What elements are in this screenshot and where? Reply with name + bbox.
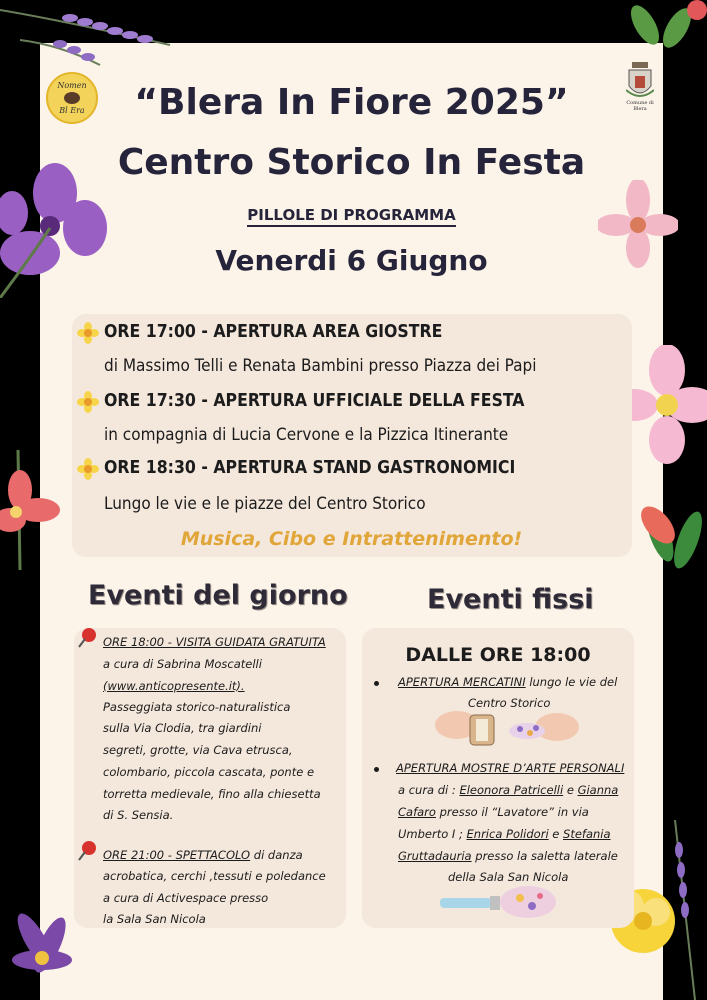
- fixed-item-2-line4: [398, 849, 618, 863]
- event-date: Venerdi 6 Giugno: [215, 244, 488, 277]
- fixed-item-1-rest: lungo le vie del: [525, 675, 618, 689]
- crest-text-bottom: Blera: [633, 106, 647, 112]
- pushpin-icon: [76, 840, 98, 862]
- eventi-fissi-time: DALLE ORE 18:00: [405, 644, 591, 666]
- event-1-line: a cura di Sabrina Moscatelli: [103, 657, 262, 671]
- program-item-1-detail: di Massimo Telli e Renata Bambini presso Piazza dei Papi: [104, 356, 537, 376]
- fixed-item-2-line2: [398, 805, 589, 819]
- poster-subtitle: Centro Storico In Festa: [117, 142, 586, 183]
- program-item-3-title: ORE 18:30 - APERTURA STAND GASTRONOMICI: [104, 458, 516, 478]
- eventi-del-giorno-heading: Eventi del giorno: [88, 580, 348, 611]
- fixed-item-1-row: [398, 675, 617, 689]
- program-label: PILLOLE DI PROGRAMMA: [40, 206, 663, 224]
- event-2-line: la Sala San Nicola: [103, 912, 206, 926]
- fixed-item-1-line2: Centro Storico: [468, 696, 551, 710]
- text-segment: Umberto I ;: [398, 827, 467, 841]
- event-1-website-link[interactable]: (www.anticopresente.it).: [103, 679, 245, 693]
- craft-hands-illustration: [432, 695, 582, 755]
- crest-text-top: Comune di: [626, 100, 654, 106]
- program-item-2-detail: in compagnia di Lucia Cervone e la Pizzica Itinerante: [104, 425, 509, 445]
- artist-name: Eleonora Patricelli: [459, 783, 564, 797]
- lavender-top-left-decoration: [0, 0, 180, 70]
- artist-name: Enrica Polidori: [466, 827, 549, 841]
- fixed-item-2-line1: [398, 783, 618, 797]
- text-segment: e: [563, 783, 578, 797]
- event-1-line: colombario, piccola cascata, ponte e: [103, 765, 315, 779]
- artist-name: Gruttadauria: [398, 849, 472, 863]
- program-item-1-title: ORE 17:00 - APERTURA AREA GIOSTRE: [104, 322, 443, 342]
- event-1-line: torretta medievale, fino alla chiesetta: [103, 787, 321, 801]
- red-flower-left-decoration: [0, 450, 70, 570]
- fixed-item-2-line5: della Sala San Nicola: [448, 870, 569, 884]
- artist-name: Cafaro: [398, 805, 436, 819]
- logo-text-bottom: Bl Era: [59, 106, 85, 115]
- daffodil-icon: [77, 391, 99, 413]
- text-segment: a cura di :: [398, 783, 460, 797]
- event-2-title: ORE 21:00 - SPETTACOLO: [103, 848, 251, 862]
- bullet-icon: [374, 681, 379, 686]
- daffodil-icon: [77, 458, 99, 480]
- event-2-title-row: [103, 848, 303, 862]
- eventi-fissi-heading: Eventi fissi: [427, 584, 594, 615]
- paintbrush-illustration: [440, 880, 560, 924]
- poster-title: “Blera In Fiore 2025”: [134, 82, 569, 123]
- fixed-item-2-title: APERTURA MOSTRE D’ARTE PERSONALI: [396, 761, 625, 775]
- program-item-2-title: ORE 17:30 - APERTURA UFFICIALE DELLA FESTA: [104, 391, 525, 411]
- event-2-title-rest: di danza: [250, 848, 303, 862]
- leaves-right-decoration: [630, 495, 707, 605]
- text-segment: presso la saletta laterale: [471, 849, 618, 863]
- bullet-icon: [374, 767, 379, 772]
- event-1-line: di S. Sensia.: [103, 808, 174, 822]
- artist-name: Stefania: [563, 827, 611, 841]
- artist-name: Gianna: [577, 783, 619, 797]
- text-segment: e: [548, 827, 564, 841]
- daffodil-icon: [77, 322, 99, 344]
- tagline: Musica, Cibo e Intrattenimento!: [180, 528, 523, 550]
- event-1-line: sulla Via Clodia, tra giardini: [103, 721, 262, 735]
- purple-flower-bottom-left-decoration: [0, 900, 80, 1000]
- leaves-top-right-decoration: [615, 0, 707, 70]
- event-1-line: segreti, grotte, via Cava etrusca,: [103, 743, 293, 757]
- fixed-item-2-line3: [398, 827, 611, 841]
- logo-text-top: Nomen: [57, 81, 87, 90]
- event-1-line: Passeggiata storico-naturalistica: [103, 700, 291, 714]
- event-2-line: acrobatica, cerchi ,tessuti e poledance: [103, 869, 326, 883]
- pushpin-icon: [76, 627, 98, 649]
- event-2-line: a cura di Activespace presso: [103, 891, 269, 905]
- program-item-3-detail: Lungo le vie e le piazze del Centro Storico: [104, 494, 426, 514]
- fixed-item-1-title: APERTURA MERCATINI: [398, 675, 526, 689]
- event-1-title: ORE 18:00 - VISITA GUIDATA GRATUITA: [103, 635, 326, 649]
- text-segment: presso il “Lavatore” in via: [435, 805, 589, 819]
